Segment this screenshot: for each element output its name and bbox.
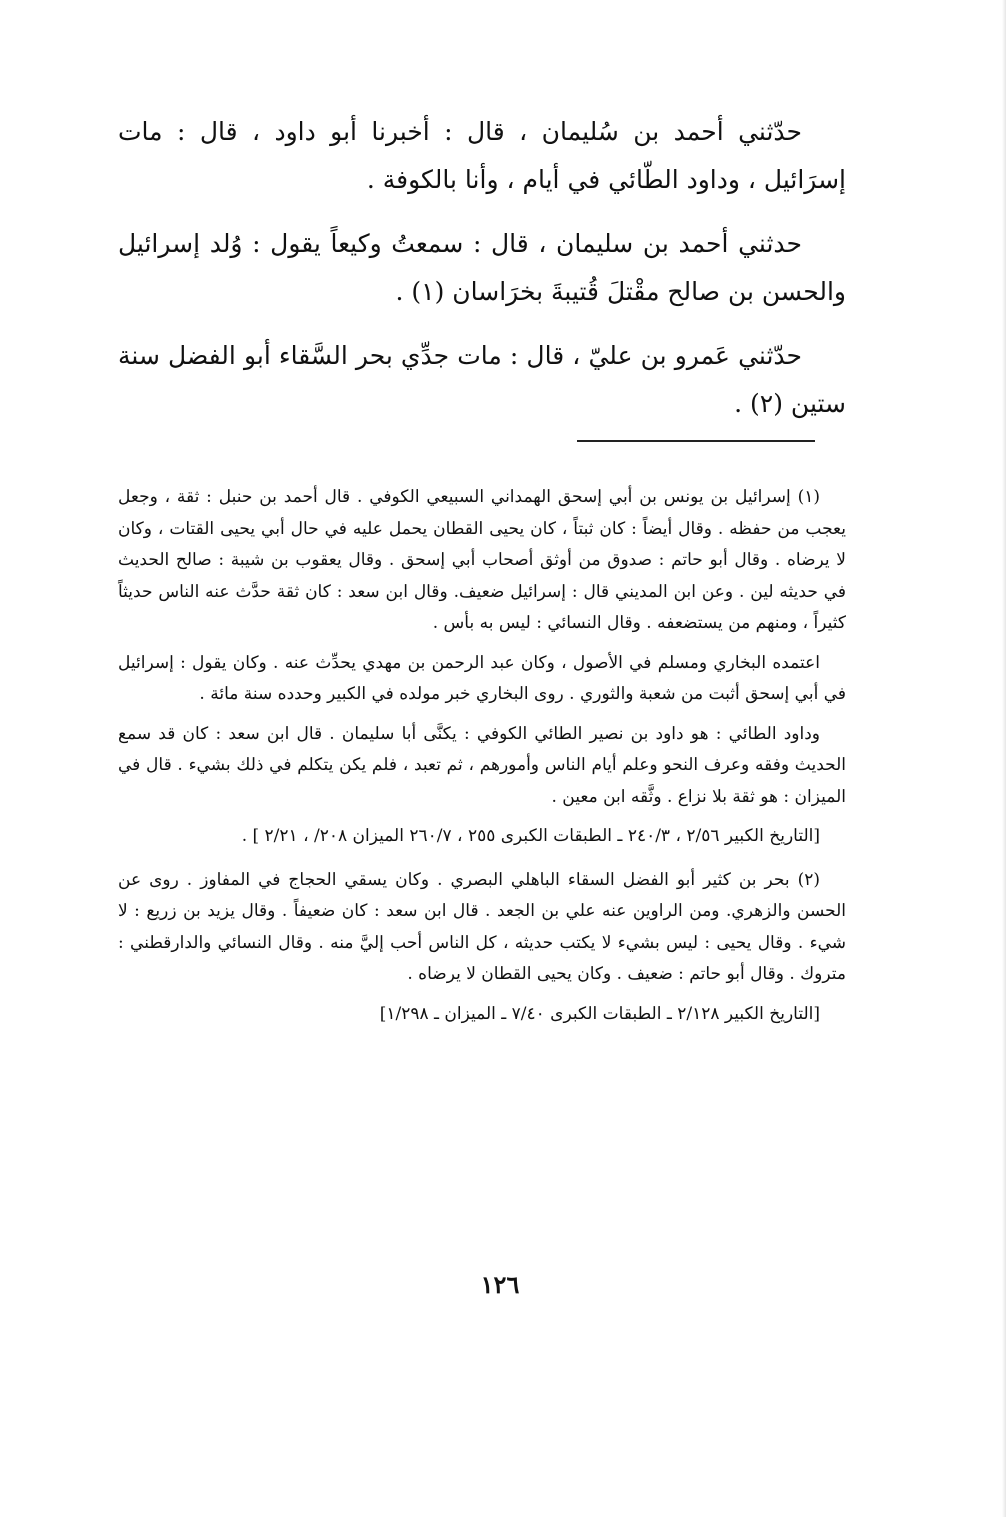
footnote-1-paragraph-1: (١) إسرائيل بن يونس بن أبي إسحق الهمداني السبيعي الكوفي . قال أحمد بن حنبل : ثقة ، وجعل يعجب من حفظه . وقال أيضاً : كان ثبتاً ، كان يحيى القطان يحمل عليه في حال أبي يحيى القتات ، وكان لا يرضاه . وقال أبو حاتم : صدوق من أوثق أصحاب أبي إسحق . وقال يعقوب بن شيبة : صالح الحديث في حديثه لين . وعن ابن المديني قال : إسرائيل ضعيف. وقال ابن سعد : كان ثقة حدَّث عنه الناس حديثاً كثيراً ، ومنهم من يستضعفه . وقال النسائي : ليس به بأس .	[118, 487, 846, 633]
footnote-1-paragraph-2: اعتمده البخاري ومسلم في الأصول ، وكان عبد الرحمن بن مهدي يحدِّث عنه . وكان يقول : إسرائيل في أبي إسحق أثبت من شعبة والثوري . روى البخاري خبر مولده في الكبير وحدده سنة مائة .	[118, 652, 846, 704]
footnote-2-paragraph: (٢) بحر بن كثير أبو الفضل السقاء الباهلي البصري . وكان يسقي الحجاج في المفاوز . روى عن الحسن والزهري. ومن الراوين عنه علي بن الجعد . قال ابن سعد : كان ضعيفاً . وقال يزيد بن زريع : لا شيء . وقال يحيى : ليس بشيء لا يكتب حديثه ، كل الناس أحب إليَّ منه . وقال النسائي والدارقطني : متروك . وقال أبو حاتم : ضعيف . وكان يحيى القطان لا يرضاه .	[118, 869, 846, 984]
main-paragraph-2: حدثني أحمد بن سليمان ، قال : سمعتُ وكيعاً يقول : وُلد إسرائيل والحسن بن صالح مقْتلَ قُتيبةَ بخرَاسان (١) .	[118, 229, 846, 306]
main-paragraph-3: حدّثني عَمرو بن عليّ ، قال : مات جدِّي بحر السَّقاء أبو الفضل سنة ستين (٢) .	[118, 341, 846, 418]
footnote-1-paragraph-3: وداود الطائي : هو داود بن نصير الطائي الكوفي : يكنَّى أبا سليمان . قال ابن سعد : كان قد سمع الحديث وفقه وعرف النحو وعلم أيام الناس وأمورهم ، ثم تعبد ، فلم يكن يتكلم في ذلك بشيء . قال في الميزان : هو ثقة بلا نزاع . وثَّقه ابن معين .	[118, 723, 846, 807]
main-text-block	[118, 108, 846, 444]
scan-edge-shadow	[1002, 0, 1006, 1517]
footnote-separator-line	[577, 440, 815, 442]
page-number: ١٢٦	[480, 1270, 520, 1299]
footnote-1-references: [التاريخ الكبير ٢/٥٦ ، ٢٤٠/٣ ـ الطبقات الكبرى ٢٥٥ ، ٢٦٠/٧ الميزان ٢٠٨/ ، ٢/٢١ ] .	[241, 826, 820, 846]
main-paragraph-1: حدّثني أحمد بن سُليمان ، قال : أخبرنا أبو داود ، قال : مات إسرَائيل ، وداود الطّائي في أيام ، وأنا بالكوفة .	[118, 117, 846, 194]
footnotes-block	[118, 482, 846, 1038]
footnote-2-references: [التاريخ الكبير ٢/١٢٨ ـ الطبقات الكبرى ٧/٤٠ ـ الميزان ـ ١/٢٩٨]	[379, 1003, 820, 1024]
